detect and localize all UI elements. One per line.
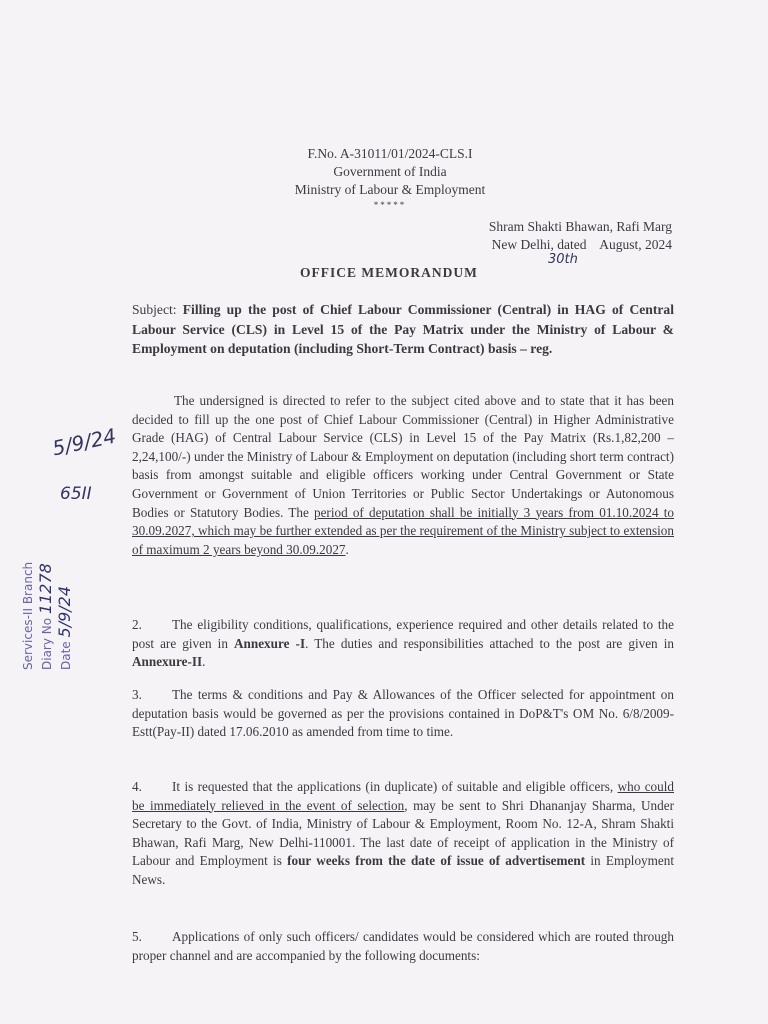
paragraph-1-underlined: period of deputation shall be initially 3 years from 01.10.2024 to 30.09.2027, which may be further extended as per the requirement of the Ministry subject to extension of maximum 2 years beyond 30.09.2027 (132, 504, 674, 557)
stamp-date-label: Date (59, 641, 73, 670)
paragraph-3-number: 3. (132, 687, 142, 702)
address-date-line: New Delhi, dated August, 2024 (491, 237, 672, 252)
paragraph-4: 4. It is requested that the applications (in duplicate) of suitable and eligible officers, who could be immediately relieved in the event of selection, may be sent to Shri Dhananjay Sharma, Under Secretary to the Govt. of India, Ministry of Labour & Employment, Room No. 12-A, Shram Shakti Bhawan, Rafi Marg, New Delhi-110001. The last date of receipt of application in the Ministry of Labour and Employment is four weeks from the date of issue of advertisement in Employment News. (132, 779, 675, 887)
margin-code-note: 65II (60, 484, 92, 504)
ministry-name: Ministry of Labour & Employment (294, 182, 486, 197)
paragraph-4-underlined: who could be immediately relieved in the event of selection (132, 779, 674, 813)
paragraph-2: 2. The eligibility conditions, qualifications, experience required and other details related to the post are given in Annexure -I. The duties and responsibilities attached to the post are given in Annexure-II. (132, 617, 674, 670)
office-memorandum-title: OFFICE MEMORANDUM (300, 265, 478, 280)
subject-paragraph (132, 300, 674, 359)
stamp-diary-label: Diary No (40, 617, 54, 670)
stamp-branch: Services-II Branch (21, 561, 35, 670)
paragraph-5: 5. Applications of only such officers/ candidates would be considered which are routed through proper channel and are accompanied by the following documents: (132, 929, 674, 963)
paragraph-3: 3. The terms & conditions and Pay & Allowances of the Officer selected for appointment on deputation basis would be governed as per the provisions contained in DoP&T's OM No. 6/8/2009-Estt(Pay-II) dated 17.06.2010 as amended from time to time. (132, 687, 674, 740)
annexure-2-ref: Annexure-II (132, 654, 203, 670)
subject-label: Subject: (132, 302, 183, 317)
paragraph-2-number: 2. (132, 617, 142, 632)
government-name: Government of India (333, 164, 447, 179)
diary-stamp (20, 561, 140, 670)
stamp-diary-number: 11278 (36, 563, 55, 615)
handwritten-date: 30th (548, 252, 578, 267)
paragraph-5-number: 5. (132, 929, 142, 944)
margin-initial-note: 5/9/24 (50, 423, 119, 461)
annexure-1-ref: Annexure -I (234, 635, 306, 651)
paragraph-4-number: 4. (132, 779, 142, 794)
file-number: F.No. A-31011/01/2024-CLS.I (307, 146, 473, 161)
separator-stars: ***** (373, 200, 407, 210)
paragraph-1-text: The undersigned is directed to refer to the subject cited above and to state that it has been decided to fill up the one post of Chief Labour Commissioner (Central) in Higher Administrative Grade (HAG) of Central Labour Service (CLS) in Level 15 of the Pay Matrix (Rs.1,82,200 – 2,24,100/-) under the Ministry of Labour & Employment on deputation (including short term contract) basis from amongst suitable and eligible officers working under Central Government or State Government or Government of Union Territories or Public Sector Undertakings or Autonomous Bodies or Statutory Bodies. The (132, 393, 674, 520)
paragraph-1: The undersigned is directed to refer to the subject cited above and to state that it has been decided to fill up the one post of Chief Labour Commissioner (Central) in Higher Administrative Grade (HAG) of Central Labour Service (CLS) in Level 15 of the Pay Matrix (Rs.1,82,200 – 2,24,100/-) under the Ministry of Labour & Employment on deputation (including short term contract) basis from amongst suitable and eligible officers working under Central Government or State Government or Government of Union Territories or Public Sector Undertakings or Autonomous Bodies or Statutory Bodies. The period of deputation shall be initially 3 years from 01.10.2024 to 30.09.2027, which may be further extended as per the requirement of the Ministry subject to extension of maximum 2 years beyond 30.09.2027. (132, 393, 674, 557)
deadline-bold: four weeks from the date of issue of advertisement (287, 853, 586, 869)
stamp-date: 5/9/24 (55, 585, 74, 638)
address-line-1: Shram Shakti Bhawan, Rafi Marg (488, 219, 672, 234)
subject-text: Filling up the post of Chief Labour Commissioner (Central) in HAG of Central Labour Service (CLS) in Level 15 of the Pay Matrix under the Ministry of Labour & Employment on deputation (including Short-Term Contract) basis – reg. (132, 302, 674, 356)
